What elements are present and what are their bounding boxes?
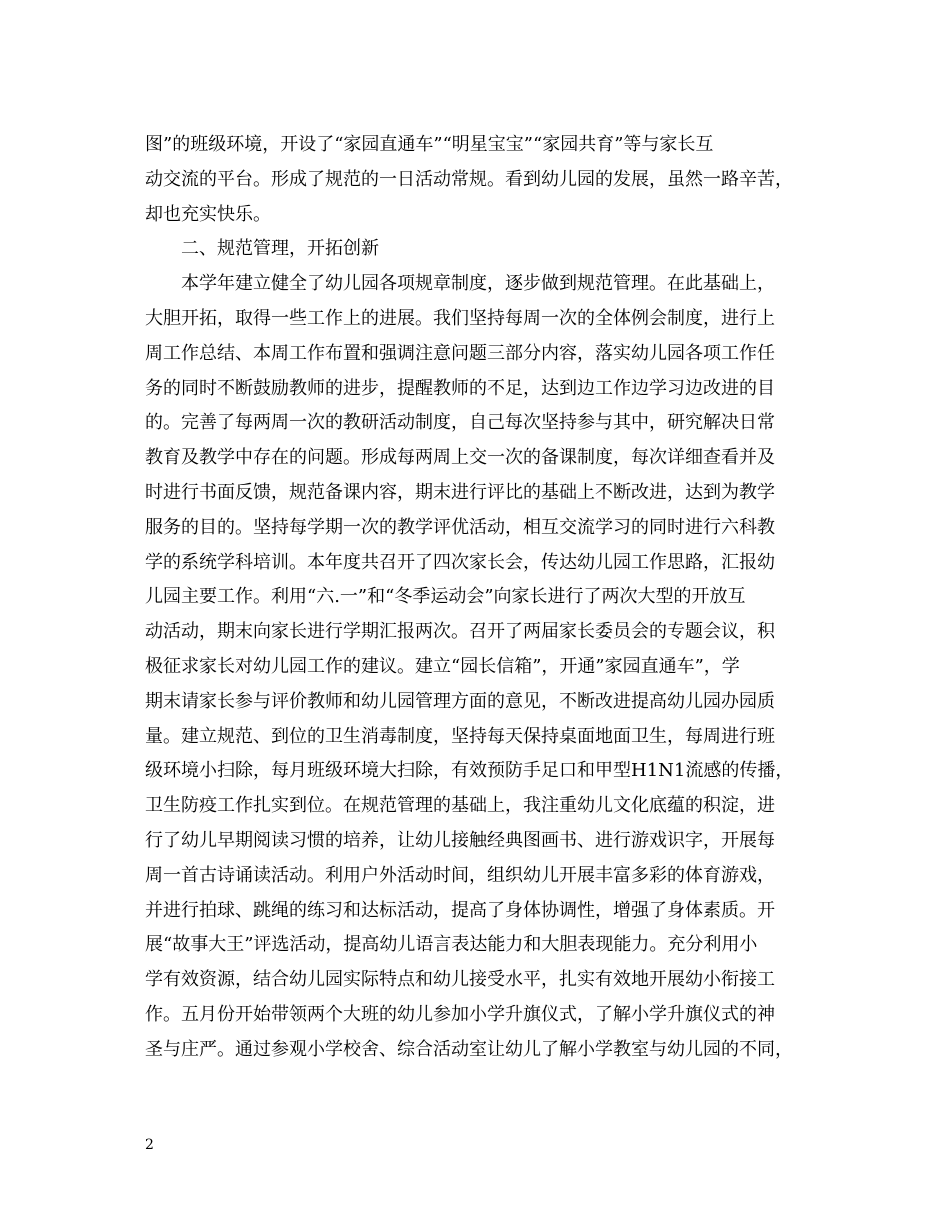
text-line: 周一首古诗诵读活动。利用户外活动时间，组织幼儿开展丰富多彩的体育游戏，	[145, 864, 775, 886]
text-line: 极征求家长对幼儿园工作的建议。建立“园长信箱”，开通”家园直通车”，学	[145, 655, 740, 677]
text-line: 级环境小扫除，每月班级环境大扫除，有效预防手足口和甲型H1N1流感的传播，	[145, 760, 794, 782]
text-line: 务的同时不断鼓励教师的进步，提醒教师的不足，达到边工作边学习边改进的目	[145, 377, 775, 399]
text-line: 二、规范管理，开拓创新	[145, 238, 379, 260]
text-line: 卫生防疫工作扎实到位。在规范管理的基础上，我注重幼儿文化底蕴的积淀，进	[145, 795, 775, 817]
text-line: 本学年建立健全了幼儿园各项规章制度，逐步做到规范管理。在此基础上，	[145, 273, 775, 295]
text-line: 周工作总结、本周工作布置和强调注意问题三部分内容，落实幼儿园各项工作任	[145, 342, 775, 364]
text-line: 量。建立规范、到位的卫生消毒制度，坚持每天保持桌面地面卫生，每周进行班	[145, 725, 775, 747]
text-line: 期末请家长参与评价教师和幼儿园管理方面的意见，不断改进提高幼儿园办园质	[145, 690, 775, 712]
text-line: 动交流的平台。形成了规范的一日活动常规。看到幼儿园的发展，虽然一路辛苦，	[145, 168, 793, 190]
text-line: 图”的班级环境，开设了“家园直通车”“明星宝宝”“家园共育”等与家长互	[145, 134, 714, 155]
text-line: 却也充实快乐。	[145, 203, 271, 225]
text-line: 教育及教学中存在的问题。形成每两周上交一次的备课制度，每次详细查看并及	[145, 447, 775, 469]
text-line: 的。完善了每两周一次的教研活动制度，自己每次坚持参与其中，研究解决日常	[145, 412, 775, 434]
text-line: 展“故事大王”评选活动，提高幼儿语言表达能力和大胆表现能力。充分利用小	[145, 934, 758, 956]
text-line: 学的系统学科培训。本年度共召开了四次家长会，传达幼儿园工作思路，汇报幼	[145, 551, 775, 573]
text-line: 时进行书面反馈，规范备课内容，期末进行评比的基础上不断改进，达到为教学	[145, 481, 775, 503]
text-line: 作。五月份开始带领两个大班的幼儿参加小学升旗仪式，了解小学升旗仪式的神	[145, 1003, 775, 1025]
text-line: 圣与庄严。通过参观小学校舍、综合活动室让幼儿了解小学教室与幼儿园的不同，	[145, 1038, 793, 1060]
text-line: 行了幼儿早期阅读习惯的培养，让幼儿接触经典图画书、进行游戏识字，开展每	[145, 829, 775, 851]
text-line: 动活动，期末向家长进行学期汇报两次。召开了两届家长委员会的专题会议，积	[145, 621, 775, 643]
text-line: 学有效资源，结合幼儿园实际特点和幼儿接受水平，扎实有效地开展幼小衔接工	[145, 969, 775, 991]
text-line: 儿园主要工作。利用“六.一”和“冬季运动会”向家长进行了两次大型的开放互	[145, 586, 746, 608]
text-line: 并进行拍球、跳绳的练习和达标活动，提高了身体协调性，增强了身体素质。开	[145, 899, 775, 921]
body-text	[145, 128, 810, 1068]
text-line: 大胆开拓，取得一些工作上的进展。我们坚持每周一次的全体例会制度，进行上	[145, 307, 775, 329]
text-line: 服务的目的。坚持每学期一次的教学评优活动，相互交流学习的同时进行六科教	[145, 516, 775, 538]
page-number: 2	[145, 1137, 154, 1153]
